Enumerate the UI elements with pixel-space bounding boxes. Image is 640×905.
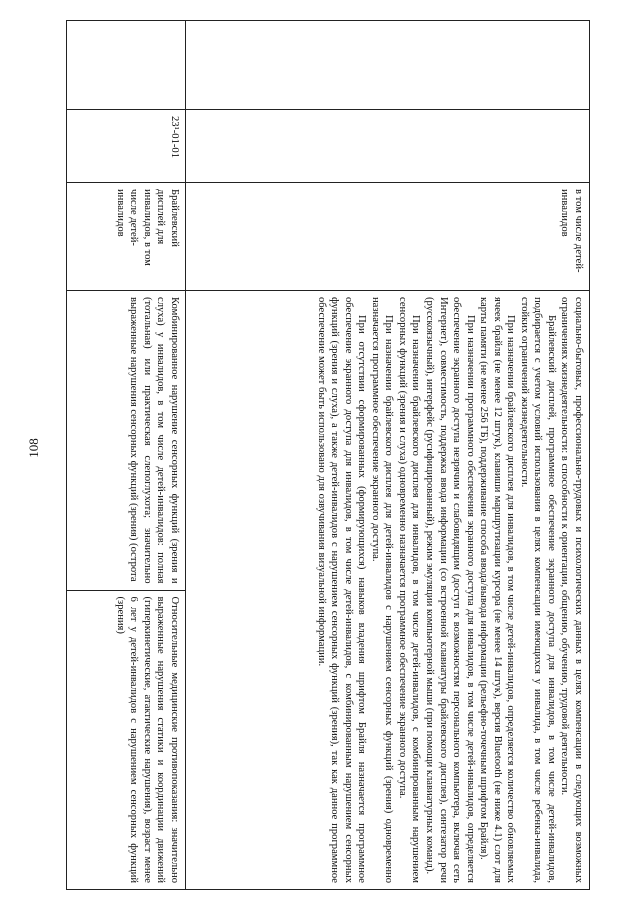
item-code: 23¹-01-01 xyxy=(169,116,180,159)
item-code-cell xyxy=(67,110,186,183)
item-name: Брайлевский дисплей для инвалидов, в том числе детей-инвалидов xyxy=(114,189,180,266)
empty-cell xyxy=(186,21,590,110)
description-cell xyxy=(186,291,590,890)
description-paragraph: При назначении программного обеспечения экранного доступа для инвалидов, в том числе детей-инвалидов, определяется обеспечение экранного доступа незрячим и слабовидящим (доступ к возможностям персонального компьютера, включая сеть Интернет), совместимость, поддержка ввода информации (со встроенной клавиатуры брайлевского дисплея), синтезатор речи (русскоязычный), интерфейс (русифицированный), режим эмуляции компьютерной мыши (при помощи клавиатурных команд). xyxy=(423,297,476,883)
description-paragraph: Брайлевский дисплей, программное обеспечение экранного доступа для инвалидов, в том числе детей-инвалидов, подбирается с учетом условий использования в целях компенсации имеющихся у инвалида, в том числе ребенка-инвалида, стойких ограничений жизнедеятельности. xyxy=(518,297,557,883)
description-paragraph: При назначении брайлевского дисплея для инвалидов, в том числе детей-инвалидов, с комбинированным нарушением сенсорных функций (зрения и слуха) одновременно назначается программное обеспечение экранного доступа. xyxy=(396,297,422,883)
page-number: 108 xyxy=(26,438,41,458)
indications-cell xyxy=(67,291,186,591)
category-text: в том числе детей-инвалидов xyxy=(559,189,584,273)
contraindications-text: Относительные медицинские противопоказания: значительно выраженные нарушения статики и координации движений (гиперкинетические, атактические нарушения), возраст менее 6 лет у детей-инвалидов с нарушением сенсорных функций (зрения) xyxy=(114,596,180,883)
contraindications-cell xyxy=(67,590,186,890)
description-paragraph: При назначении брайлевского дисплея для инвалидов, в том числе детей-инвалидов, определяется количество обновляемых ячеек брайля (не менее 12 штук), клавиши маршрутизации курсора (не менее 14 штук), версия Bluetooth (не ниже 4.1) слот для карты памяти (не менее 256 ГБ), поддерживание способа ввода/вывода информации (рельефно-точечным шрифтом Брайля). xyxy=(478,297,517,883)
rotated-page xyxy=(70,20,590,890)
rehab-means-table xyxy=(66,20,590,890)
table-row xyxy=(67,21,186,890)
description-paragraphs xyxy=(314,297,585,883)
description-paragraph: социально-бытовых, профессионально-трудовых и психологических данных в целях компенсации в следующих возможных ограничениях жизнедеятельности: в способности к ориентации, общению, обучению, трудовой деятельности. xyxy=(559,297,584,883)
category-cell xyxy=(186,183,590,291)
description-paragraph: При отсутствии сформированных (формирующихся) навыков владения шрифтом Брайля назначается программное обеспечение экранного доступа для инвалидов, в том числе детей-инвалидов, с комбинированным нарушением сенсорных функций (зрения и слуха), а также детей-инвалидов с нарушением сенсорных функций (зрения), так как данное программное обеспечение может быть использовано для озвучивания визуальной информации. xyxy=(315,297,368,883)
table-row xyxy=(186,21,590,890)
empty-cell xyxy=(67,21,186,110)
indications-text: Комбинированное нарушение сенсорных функций (зрения и слуха) у инвалидов, в том числе детей-инвалидов: полная (тотальная) или практическая слепоглухота; значительно выраженные нарушения сенсорных функций (зрения) (острота xyxy=(128,297,180,584)
description-paragraph: При назначении брайлевского дисплея для детей-инвалидов с нарушением сенсорных функций (зрения) одновременно назначается программное обеспечение экранного доступа. xyxy=(369,297,395,883)
code-cell xyxy=(186,110,590,183)
item-name-cell xyxy=(67,183,186,291)
